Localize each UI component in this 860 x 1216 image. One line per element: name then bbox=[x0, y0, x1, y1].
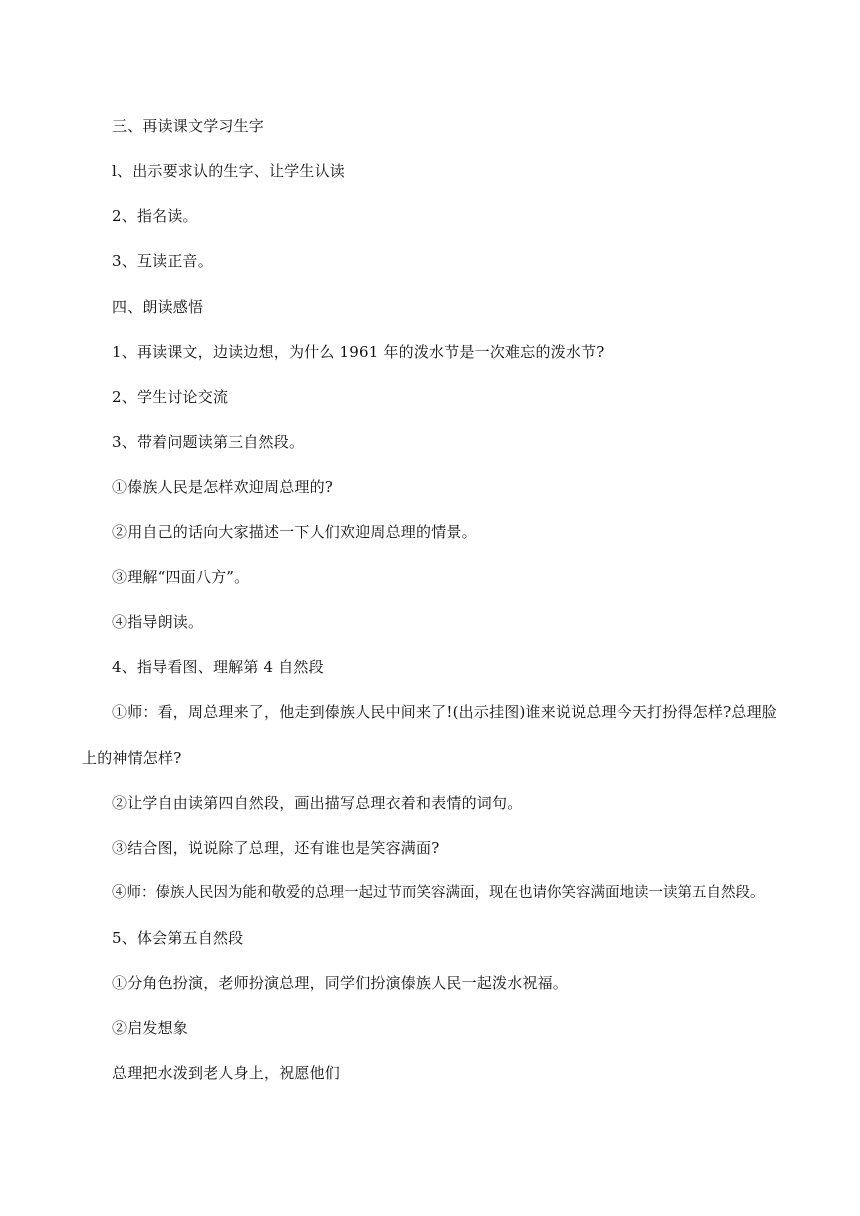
paragraph: ②启发想象 bbox=[112, 1019, 189, 1037]
section-heading-4: 四、朗读感悟 bbox=[112, 298, 204, 316]
paragraph: 3、互读正音。 bbox=[112, 252, 213, 270]
paragraph: 2、指名读。 bbox=[112, 207, 198, 225]
paragraph: ③理解“四面八方”。 bbox=[112, 568, 250, 586]
paragraph: 总理把水泼到老人身上，祝愿他们 bbox=[112, 1064, 341, 1082]
paragraph: ④师：傣族人民因为能和敬爱的总理一起过节而笑容满面，现在也请你笑容满面地读一读第五自然段。 bbox=[112, 885, 765, 901]
paragraph: 2、学生讨论交流 bbox=[112, 388, 229, 406]
paragraph: ①傣族人民是怎样欢迎周总理的? bbox=[112, 478, 334, 496]
paragraph: ②让学自由读第四自然段，画出描写总理衣着和表情的词句。 bbox=[112, 794, 523, 812]
paragraph-continuation: 上的神情怎样? bbox=[82, 749, 182, 767]
paragraph: ①师：看，周总理来了，他走到傣族人民中间来了!(出示挂图)谁来说说总理今天打扮得怎样?总理脸 bbox=[112, 703, 777, 721]
section-heading-3: 三、再读课文学习生字 bbox=[112, 117, 265, 135]
paragraph: ②用自己的话向大家描述一下人们欢迎周总理的情景。 bbox=[112, 523, 477, 541]
paragraph: ④指导朗读。 bbox=[112, 613, 204, 631]
paragraph: l、出示要求认的生字、让学生认读 bbox=[112, 162, 345, 180]
paragraph: 3、带着问题读第三自然段。 bbox=[112, 433, 305, 451]
paragraph: 4、指导看图、理解第 4 自然段 bbox=[112, 658, 324, 676]
paragraph: 5、体会第五自然段 bbox=[112, 929, 244, 947]
paragraph: 1、再读课文，边读边想，为什么 1961 年的泼水节是一次难忘的泼水节? bbox=[112, 343, 605, 361]
paragraph: ①分角色扮演，老师扮演总理，同学们扮演傣族人民一起泼水祝福。 bbox=[112, 974, 569, 992]
paragraph: ③结合图，说说除了总理，还有谁也是笑容满面? bbox=[112, 839, 440, 857]
